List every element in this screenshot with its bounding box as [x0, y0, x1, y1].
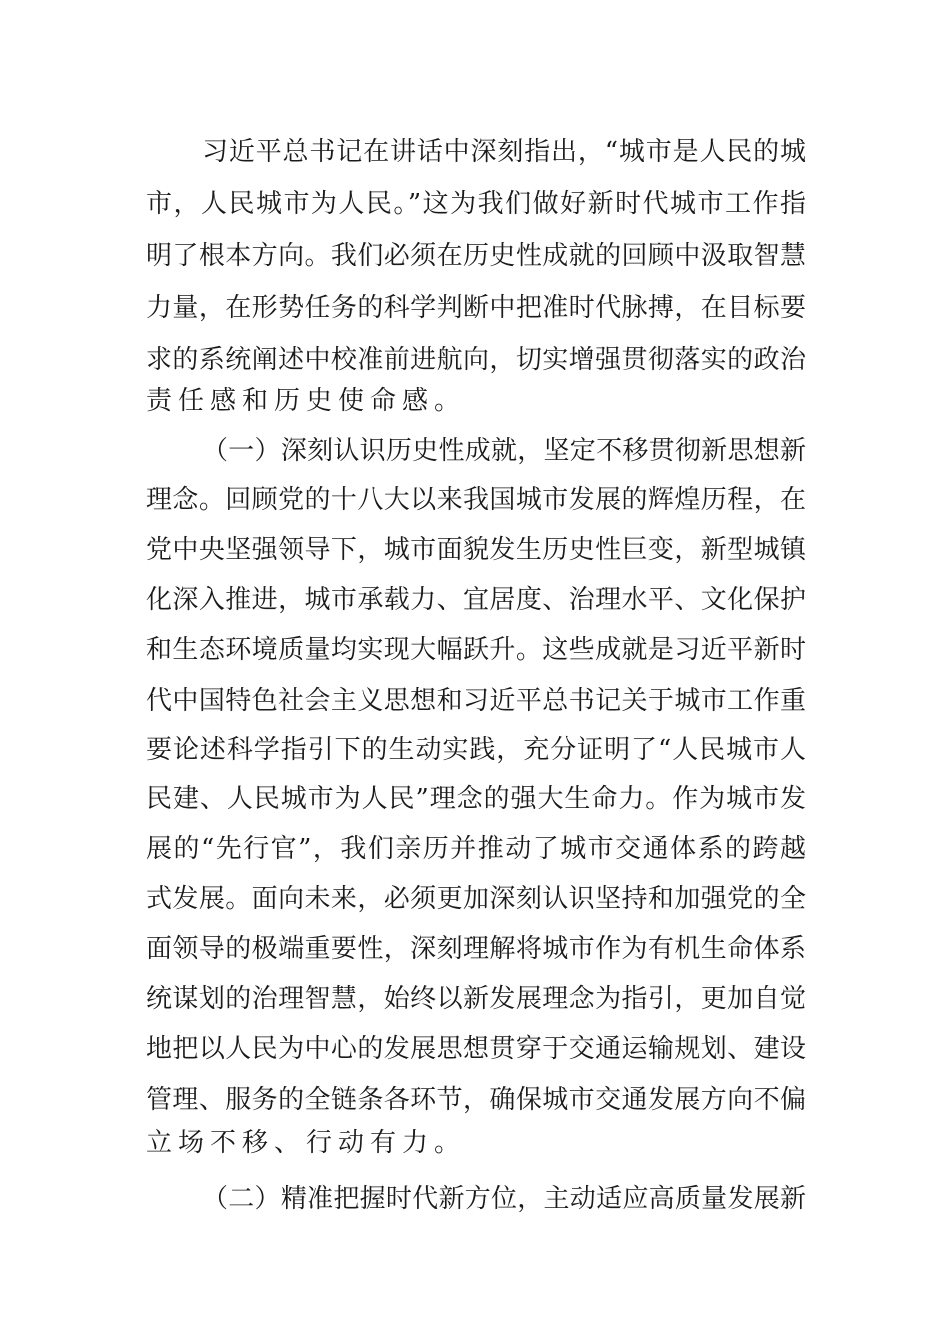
text-line: 民建、人民城市为人民”理念的强大生命力。作为城市发 [146, 784, 806, 814]
text-line: 理念。回顾党的十八大以来我国城市发展的辉煌历程，在 [146, 485, 806, 515]
section-heading-line: （二）精准把握时代新方位，主动适应高质量发展新 [202, 1184, 806, 1214]
text-line: 习近平总书记在讲话中深刻指出，“城市是人民的城 [202, 137, 806, 167]
text-line: 明了根本方向。我们必须在历史性成就的回顾中汲取智慧 [146, 241, 806, 271]
text-line: 和生态环境质量均实现大幅跃升。这些成就是习近平新时 [146, 635, 806, 665]
text-line: 式发展。面向未来，必须更加深刻认识坚持和加强党的全 [146, 884, 806, 914]
text-line: 求的系统阐述中校准前进航向，切实增强贯彻落实的政治 [146, 345, 806, 375]
text-line: 地把以人民为中心的发展思想贯穿于交通运输规划、建设 [146, 1034, 806, 1064]
text-line: 统谋划的治理智慧，始终以新发展理念为指引，更加自觉 [146, 984, 806, 1014]
text-line: 管理、服务的全链条各环节，确保城市交通发展方向不偏 [146, 1085, 806, 1115]
text-line: 市，人民城市为人民。”这为我们做好新时代城市工作指 [146, 189, 806, 219]
text-line: 代中国特色社会主义思想和习近平总书记关于城市工作重 [146, 686, 806, 716]
text-line: 要论述科学指引下的生动实践，充分证明了“人民城市人 [146, 735, 806, 765]
section-heading-line: （一）深刻认识历史性成就，坚定不移贯彻新思想新 [202, 436, 806, 466]
text-line: 展的“先行官”，我们亲历并推动了城市交通体系的跨越 [146, 834, 806, 864]
text-line: 力量，在形势任务的科学判断中把准时代脉搏，在目标要 [146, 293, 806, 323]
text-line: 面领导的极端重要性，深刻理解将城市作为有机生命体系 [146, 934, 806, 964]
text-line: 立场不移、行动有力。 [146, 1128, 467, 1158]
text-line: 党中央坚强领导下，城市面貌发生历史性巨变，新型城镇 [146, 535, 806, 565]
text-line: 责任感和历史使命感。 [146, 386, 467, 416]
text-line: 化深入推进，城市承载力、宜居度、治理水平、文化保护 [146, 585, 806, 615]
